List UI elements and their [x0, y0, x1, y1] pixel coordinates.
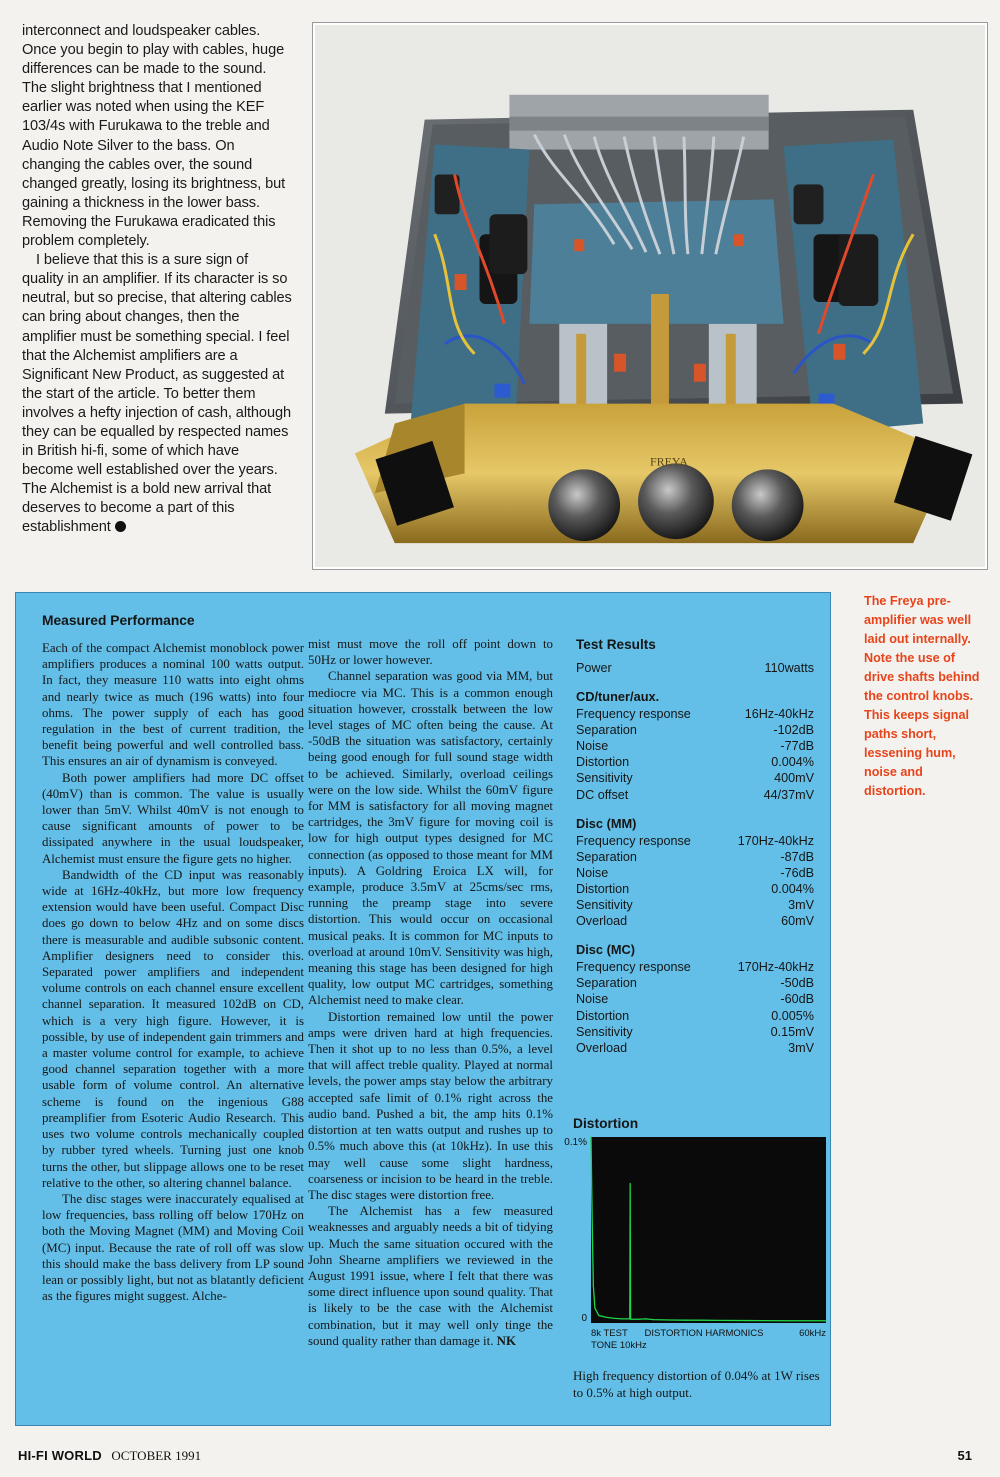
results-section-title: Disc (MC): [576, 942, 636, 958]
distortion-data-point: [825, 1320, 826, 1321]
results-value: -102dB: [773, 723, 814, 738]
results-row: [576, 1040, 814, 1056]
measured-column-2: [308, 636, 553, 1349]
results-value: 170Hz-40kHz: [737, 833, 814, 848]
end-mark-icon: [115, 521, 126, 532]
results-value: -87dB: [780, 849, 814, 864]
results-row: [576, 706, 814, 722]
results-label: Separation: [576, 976, 637, 991]
results-label: Separation: [576, 849, 637, 864]
measured-paragraph: [308, 1203, 553, 1349]
intro-paragraph-2: [22, 251, 292, 537]
results-row: [576, 738, 814, 754]
results-label: Noise: [576, 865, 609, 880]
distortion-data-point: [606, 1317, 607, 1318]
results-value: 110watts: [764, 661, 814, 675]
page-footer: [18, 1448, 982, 1464]
results-row: [576, 722, 814, 738]
test-results-title: Test Results: [576, 637, 656, 652]
results-row: [576, 913, 814, 929]
results-row: [576, 770, 814, 786]
results-label: Sensitivity: [576, 1024, 633, 1039]
results-value: -60dB: [780, 992, 814, 1007]
distortion-title: Distortion: [573, 1116, 639, 1131]
results-label: Power: [576, 661, 612, 675]
distortion-data-point: [645, 1318, 646, 1319]
measured-column-1: [42, 640, 304, 1304]
issue-date: OCTOBER 1991: [111, 1448, 202, 1463]
intro-paragraph-2-text: I believe that this is a sure sign of quality in an amplifier. If its character is so neutral, but so precise, that altering cables can bring about changes, then the amplifier must be something special. I feel that the Alchemist amplifiers are a Significant New Product, as suggested at the start of the article. To better them involves a hefty injection of cash, although they can be equalled by respected names in British hi-fi, some of which have become well established over the years. The Alchemist is a bold new arrival that deserves to become a part of this establishment: [22, 252, 292, 536]
results-value: 400mV: [774, 771, 814, 786]
distortion-data-point: [622, 1318, 623, 1319]
distortion-caption: High frequency distortion of 0.04% at 1W rises to 0.5% at high output.: [573, 1368, 820, 1400]
author-signature: NK: [496, 1333, 517, 1348]
results-row-power: [576, 660, 814, 676]
results-label: Separation: [576, 723, 637, 738]
distortion-data-point: [700, 1320, 701, 1321]
results-row: [576, 975, 814, 991]
magazine-name: HI-FI WORLD: [18, 1448, 102, 1463]
results-label: Distortion: [576, 1008, 630, 1023]
results-label: Overload: [576, 914, 628, 929]
distortion-data-point: [598, 1315, 599, 1316]
x-label-test-tone: 8k TEST TONE 10kHz: [591, 1328, 647, 1351]
measured-paragraph: Each of the compact Alchemist monoblock power amplifiers produces a nominal 100 watts output. In fact, they measure 110 watts into eight ohms and nearly twice as much (196 watts) into four ohms. The power supply of each has good regulation in the best of current tradition, the benefit being powerful and well controlled bass. This ensures an air of dynamism is conveyed.: [42, 641, 304, 769]
results-label: DC offset: [576, 787, 629, 802]
measured-paragraph-text: The Alchemist has a few measured weaknesses and arguably needs a bit of tidying up. Much the same situation occured with the John Shearne amplifiers we reviewed in the August 1991 issue, where I felt that there was some direct influence upon sound quality. That is likely to be the case with the Alchemist combination, but it may well only tinge the sound quality rather than damage it.: [308, 1204, 553, 1348]
amplifier-interior-photo: [315, 25, 985, 567]
distortion-data-point: [747, 1320, 748, 1321]
results-row: [576, 1008, 814, 1024]
x-label-harmonics: DISTORTION HARMONICS: [644, 1328, 764, 1339]
results-label: Sensitivity: [576, 771, 633, 786]
results-row: [576, 1024, 814, 1040]
distortion-data-point: [630, 1183, 631, 1184]
distortion-data-point: [684, 1320, 685, 1321]
y-tick-label-bottom: 0: [581, 1313, 587, 1324]
results-section-title: Disc (MM): [576, 815, 637, 831]
distortion-data-point: [590, 1136, 591, 1137]
results-label: Noise: [576, 992, 609, 1007]
results-label: Frequency response: [576, 960, 691, 975]
page-number: 51: [957, 1448, 972, 1463]
measured-heading: Measured Performance: [42, 613, 195, 628]
results-value: 60mV: [781, 914, 814, 929]
y-tick-label-top: 0.1%: [564, 1137, 587, 1148]
distortion-data-point: [637, 1319, 638, 1320]
results-row: [576, 991, 814, 1007]
measured-paragraph: Both power amplifiers had more DC offset (40mV) than is common. The value is usually lower than 5mV. Whilst 40mV is not enough to cause significant amounts of power to be dissipated anywhere in the usual loudspeaker, Alchemist must ensure the figure gets no higher.: [42, 770, 304, 866]
measured-paragraph: The disc stages were inaccurately equalised at low frequencies, bass rolling off below 170Hz on both the Moving Magnet (MM) and Moving Coil (MC) input. Because the rate of roll off was slow this should make the bass delivery from LP sound lean or possibly light, but not as blatantly deficient as the figures might suggest. Alche-: [42, 1191, 304, 1304]
distortion-data-point: [716, 1320, 717, 1321]
results-value: -50dB: [780, 976, 814, 991]
results-section-title: CD/tuner/aux.: [576, 689, 660, 705]
intro-column: [22, 22, 292, 538]
measured-paragraph: mist must move the roll off point down to 50Hz or lower however.: [308, 637, 553, 668]
photo-caption: The Freya pre-amplifier was well laid out internally. Note the use of drive shafts behind the control knobs. This keeps signal paths short, lessening hum, noise and distortion.: [864, 594, 980, 798]
results-label: Distortion: [576, 755, 630, 770]
measured-paragraph: Channel separation was good via MM, but mediocre via MC. This is a common enough situation however, crosstalk between the low level stages of MC often being the cause. At -50dB the situation was satisfactory, certainly being good enough for full sound stage width to be achieved. Similarly, overload ceilings were on the low side. Whilst the 60mV figure for MM is satisfactory for all moving magnet cartridges, the 3mV figure for moving coil is low for high output types designed for MC connection (as opposed to those meant for MM inputs). A Goldring Eroica LX will, for example, produce 3.5mV at 25cms/sec rms, running the preamp stage into severe distortion. This would occur on occasional musical peaks. It is common for MC inputs to overload at around 10mV. Sensitivity was high, meaning this stage has been designed for high quality, low output MC cartridges, something Alchemist need to make clear.: [308, 669, 553, 1008]
amplifier-photo-frame: [312, 22, 988, 570]
distortion-data-point: [653, 1319, 654, 1320]
measured-performance-box: [15, 592, 831, 1426]
results-value: 16Hz-40kHz: [744, 707, 814, 722]
results-label: Noise: [576, 739, 609, 754]
results-sections: [576, 689, 814, 1056]
results-label: Sensitivity: [576, 898, 633, 913]
distortion-data-point: [786, 1320, 787, 1321]
results-row: [576, 833, 814, 849]
x-label-60khz: 60kHz: [799, 1328, 826, 1339]
results-value: -76dB: [780, 865, 814, 880]
results-label: Overload: [576, 1040, 628, 1055]
test-results: [576, 637, 814, 1056]
results-label: Distortion: [576, 881, 630, 896]
results-row: [576, 754, 814, 770]
results-row: [576, 865, 814, 881]
results-value: 0.15mV: [770, 1024, 814, 1039]
results-row: [576, 849, 814, 865]
distortion-data-point: [669, 1319, 670, 1320]
measured-paragraph: Distortion remained low until the power amps were driven hard at high frequencies. Then it shot up to no less than 0.5%, a level that will affect treble quality. Played at normal levels, the power amps stay below the arbitrary accepted safe limit of 0.1% right across the audio band. Pushed a bit, the amp hits 0.1% distortion at ten watts output and rushes up to 0.5% much above this (at 10kHz). In use this may well cause some slight hardness, coarseness or incision to be heard in the treble. The disc stages were distortion free.: [308, 1009, 553, 1202]
results-value: 0.004%: [771, 755, 814, 770]
distortion-chart: [564, 1133, 831, 1365]
distortion-data-point: [593, 1285, 594, 1286]
results-value: -77dB: [780, 739, 814, 754]
results-row: [576, 881, 814, 897]
results-row: [576, 959, 814, 975]
results-value: 44/37mV: [763, 787, 814, 802]
results-value: 0.004%: [771, 881, 814, 896]
intro-paragraph-1: interconnect and loudspeaker cables. Once you begin to play with cables, huge differences can be made to the sound. The slight brightness that I mentioned earlier was noted when using the KEF 103/4s with Furukawa to the treble and Audio Note Silver to the bass. On changing the cables over, the sound changed greatly, losing its brightness, but gaining a thickness in the lower bass. Removing the Furukawa eradicated this problem completely.: [22, 23, 286, 250]
distortion-data-point: [592, 1220, 593, 1221]
photo-brand-plate: FREYA: [649, 454, 688, 469]
results-value: 3mV: [788, 898, 814, 913]
distortion-data-point: [614, 1318, 615, 1319]
distortion-data-point: [594, 1308, 595, 1309]
results-value: 3mV: [788, 1040, 814, 1055]
results-row: [576, 787, 814, 803]
results-row: [576, 897, 814, 913]
chart-plot-area: [591, 1137, 826, 1323]
results-label: Frequency response: [576, 833, 691, 848]
results-label: Frequency response: [576, 707, 691, 722]
results-value: 170Hz-40kHz: [737, 960, 814, 975]
results-value: 0.005%: [771, 1008, 814, 1023]
measured-paragraph: Bandwidth of the CD input was reasonably wide at 16Hz-40kHz, but more low frequency extension would have been useful. Compact Disc does go down to below 4Hz and on some discs there is measurable and audible subsonic content. Amplifier designers need to consider this. Separated power amplifiers and independent volume controls on each channel ensure excellent channel separation. It measured 102dB on CD, which is a very high figure. However, it is possible, by use of independent gain trimmers and a master volume control for example, to achieve good channel separation together with a more usable form of volume control. An alternative scheme is found on the ingenious G88 preamplifier from Esoteric Audio Research. This uses two volume controls mechanically coupled by rubber tyred wheels. Turning just one knob turns the other, but slippage allows one to be reset relative to the other, so altering channel balance.: [42, 867, 304, 1190]
